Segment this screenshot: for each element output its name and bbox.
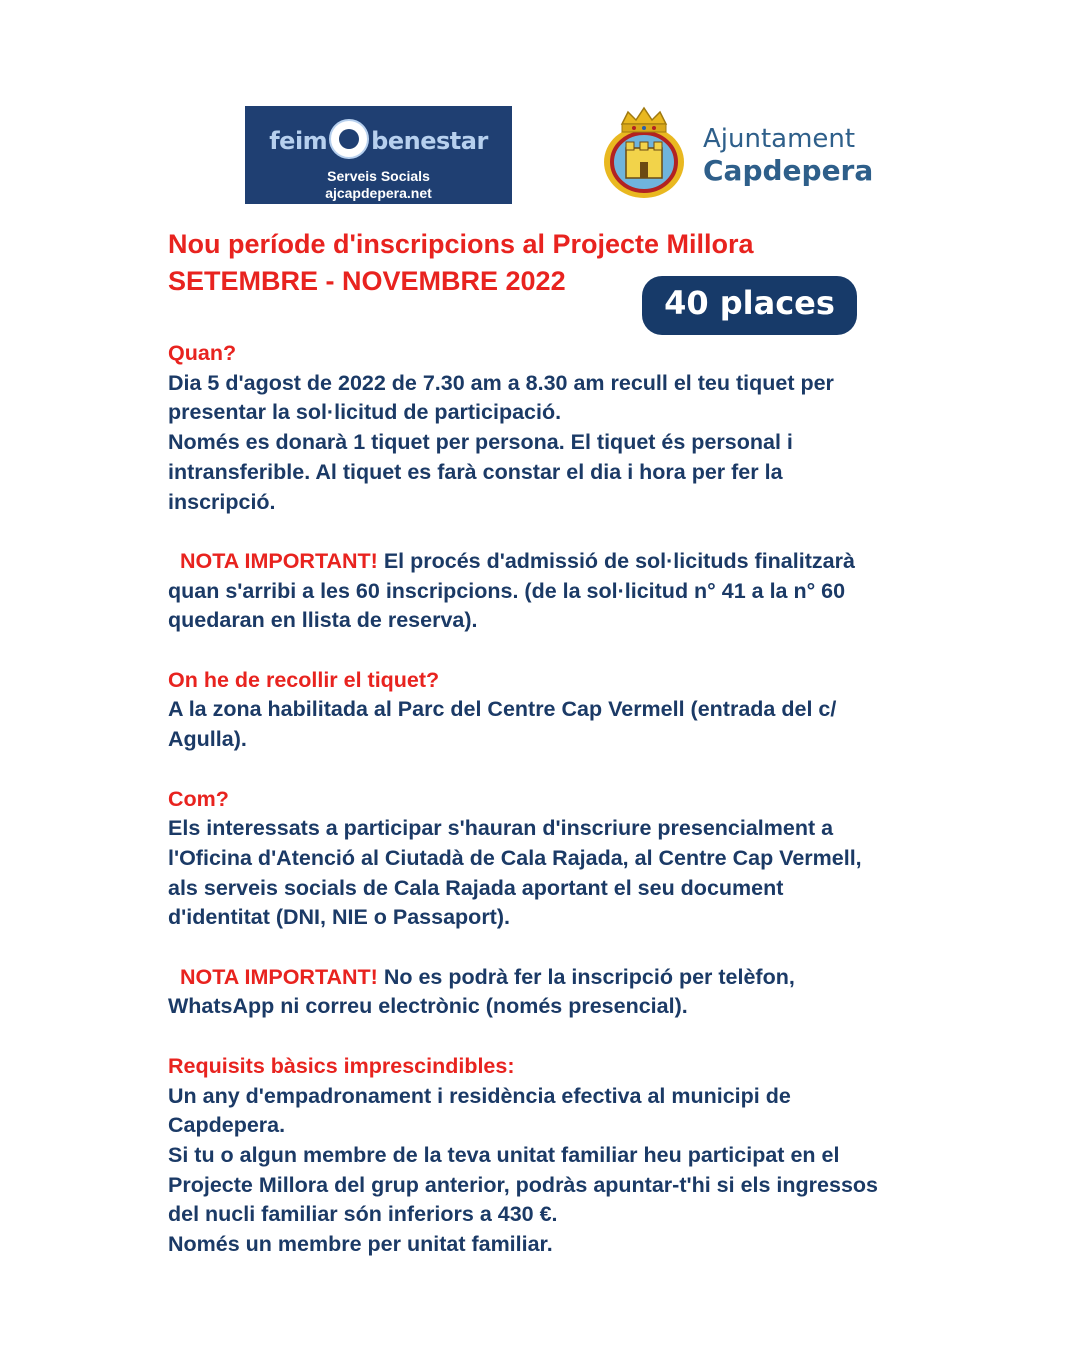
section-heading-quan: Quan? [168, 341, 237, 365]
requisits-line: Capdepera. [168, 1113, 286, 1138]
section-heading-com: Com? [168, 786, 229, 811]
nota-line: WhatsApp ni correu electrònic (només presencial). [168, 994, 688, 1019]
quan-line: Només es donarà 1 tiquet per persona. El tiquet és personal i [168, 430, 793, 455]
logo-brand-right: benestar [371, 127, 488, 155]
requisits-line: del nucli familiar són inferiors a 430 €. [168, 1202, 558, 1227]
logo-brand-left: feim [269, 127, 328, 155]
ajuntament-crest-icon [600, 104, 688, 200]
requisits-line: Si tu o algun membre de la teva unitat familiar heu participat en el [168, 1142, 840, 1167]
quan-line: inscripció. [168, 489, 276, 514]
places-badge: 40 places [642, 276, 857, 335]
capdepera-seal-icon [329, 119, 369, 159]
com-line: Els interessats a participar s'hauran d'inscriure presencialment a [168, 816, 834, 841]
ajuntament-label: Ajuntament [703, 124, 856, 154]
nota-important-1 [168, 547, 958, 577]
nota-line: quedaran en llista de reserva). [168, 608, 478, 633]
com-line: d'identitat (DNI, NIE o Passaport). [168, 905, 510, 930]
on-line: A la zona habilitada al Parc del Centre Cap Vermell (entrada del c/ [168, 697, 837, 722]
nota-text: No es podrà fer la inscripció per telèfon, [377, 964, 795, 989]
com-line: als serveis socials de Cala Rajada aportant el seu document [168, 875, 784, 900]
section-heading-on: On he de recollir el tiquet? [168, 667, 440, 692]
title-line-1: Nou període d'inscripcions al Projecte Millora [168, 229, 754, 259]
nota-text: El procés d'admissió de sol·licituds finalitzarà [377, 548, 855, 573]
logo-brand-row [245, 122, 512, 162]
main-content [168, 339, 958, 1260]
quan-line: presentar la sol·licitud de participació. [168, 400, 562, 425]
com-line: l'Oficina d'Atenció al Ciutadà de Cala Rajada, al Centre Cap Vermell, [168, 845, 862, 870]
ajuntament-wordmark [703, 124, 873, 188]
section-heading-requisits: Requisits bàsics imprescindibles: [168, 1053, 515, 1078]
logo-subtitle: Serveis Socials [327, 168, 430, 184]
on-line: Agulla). [168, 727, 247, 752]
nota-line: quan s'arribi a les 60 inscripcions. (de la sol·licitud n° 41 a la n° 60 [168, 578, 846, 603]
nota-important-2 [168, 963, 958, 993]
capdepera-label: Capdepera [703, 154, 874, 187]
feim-benestar-logo [245, 106, 512, 204]
nota-label: NOTA IMPORTANT! [180, 548, 378, 573]
requisits-line: Un any d'empadronament i residència efectiva al municipi de [168, 1083, 791, 1108]
requisits-line: Projecte Millora del grup anterior, podràs apuntar-t'hi si els ingressos [168, 1172, 879, 1197]
nota-label: NOTA IMPORTANT! [180, 964, 378, 989]
quan-line: Dia 5 d'agost de 2022 de 7.30 am a 8.30 am recull el teu tiquet per [168, 370, 834, 395]
logo-website: ajcapdepera.net [325, 185, 432, 201]
quan-line: intransferible. Al tiquet es farà constar el dia i hora per fer la [168, 459, 783, 484]
requisits-line: Només un membre per unitat familiar. [168, 1232, 553, 1257]
title-line-2: SETEMBRE - NOVEMBRE 2022 [168, 266, 566, 296]
